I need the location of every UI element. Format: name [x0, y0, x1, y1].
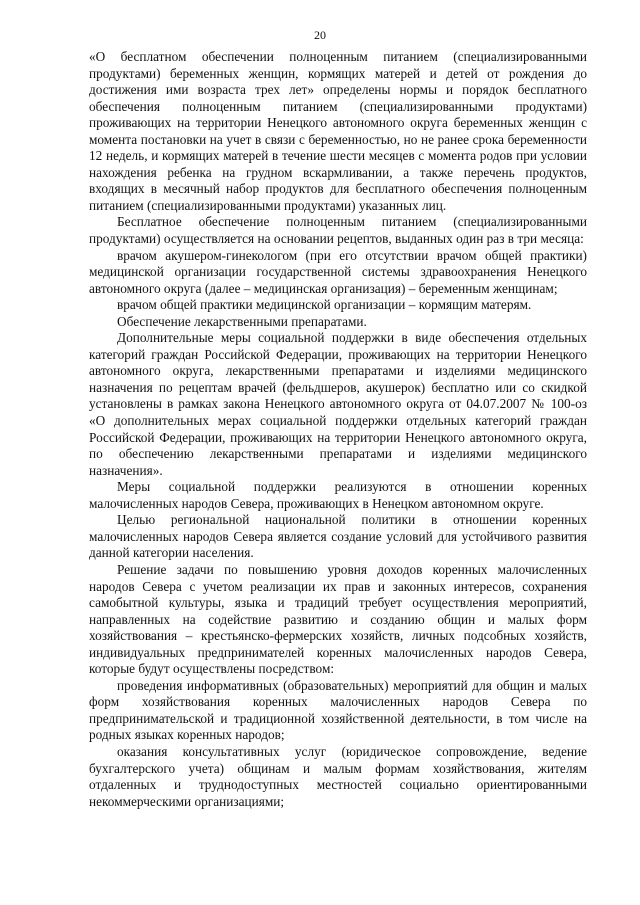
paragraph: Меры социальной поддержки реализуются в отношении коренных малочисленных народов Севера, проживающих в Ненецком автономном округе.	[89, 479, 587, 511]
list-item: врачом общей практики медицинской организации – кормящим матерям.	[117, 297, 532, 313]
page-number: 20	[314, 28, 326, 42]
list-item: оказания консультативных услуг (юридическое сопровождение, ведение бухгалтерского учета) общинам и малым формам хозяйствования, жителям отдаленных и труднодоступных местностей социально ориентированными некоммерческими организациями;	[89, 743, 587, 809]
paragraph: «О бесплатном обеспечении полноценным питанием (специализированными продуктами) беременных женщин, кормящих матерей и детей от рождения до достижения ими возраста трех лет» определены нормы и порядок бесплатного обеспечения полноценным питанием (специализированными продуктами) проживающих на территории Ненецкого автономного округа беременных женщин с момента постановки на учет в связи с беременностью, но не ранее срока беременности 12 недель, и кормящих матерей в течение шести месяцев с момента родов при условии нахождения ребенка на грудном вскармливании, а также перечень продуктов, входящих в месячный набор продуктов для бесплатного обеспечения полноценным питанием (специализированными продуктами) указанных лиц.	[89, 49, 587, 213]
paragraph: Решение задачи по повышению уровня доходов коренных малочисленных народов Севера с учетом реализации их прав и законных интересов, сохранения самобытной культуры, языка и традиций требует осуществления мероприятий, направленных на содействие развитию и созданию общин и малых форм хозяйствования – крестьянско-фермерских хозяйств, личных подсобных хозяйств, индивидуальных предпринимателей коренных малочисленных народов Севера, которые будут осуществлены посредством:	[89, 561, 587, 677]
section-heading: Обеспечение лекарственными препаратами.	[117, 313, 367, 329]
list-item: врачом акушером-гинекологом (при его отсутствии врачом общей практики) медицинской организации государственной системы здравоохранения Ненецкого автономного округа (далее – медицинская организация) – беременным женщинам;	[89, 247, 587, 296]
paragraph: Дополнительные меры социальной поддержки в виде обеспечения отдельных категорий граждан Российской Федерации, проживающих на территории Ненецкого автономного округа, лекарственными препаратами и изделиями медицинского назначения по рецептам врачей (фельдшеров, акушерок) бесплатно или со скидкой установлены в рамках закона Ненецкого автономного округа от 04.07.2007 № 100-оз «О дополнительных мерах социальной поддержки отдельных категорий граждан Российской Федерации, проживающих на территории Ненецкого автономного округа, по обеспечению лекарственными препаратами и изделиями медицинского назначения».	[89, 330, 587, 478]
paragraph: Бесплатное обеспечение полноценным питанием (специализированными продуктами) осуществляется на основании рецептов, выданных один раз в три месяца:	[89, 214, 587, 247]
list-item: проведения информативных (образовательных) мероприятий для общин и малых форм хозяйствования коренных малочисленных народов Севера по предпринимательской и традиционной хозяйственной деятельности, в том числе на родных языках коренных народов;	[89, 677, 587, 743]
paragraph: Целью региональной национальной политики в отношении коренных малочисленных народов Севера является создание условий для устойчивого развития данной категории населения.	[89, 512, 587, 561]
page-body	[89, 49, 587, 810]
